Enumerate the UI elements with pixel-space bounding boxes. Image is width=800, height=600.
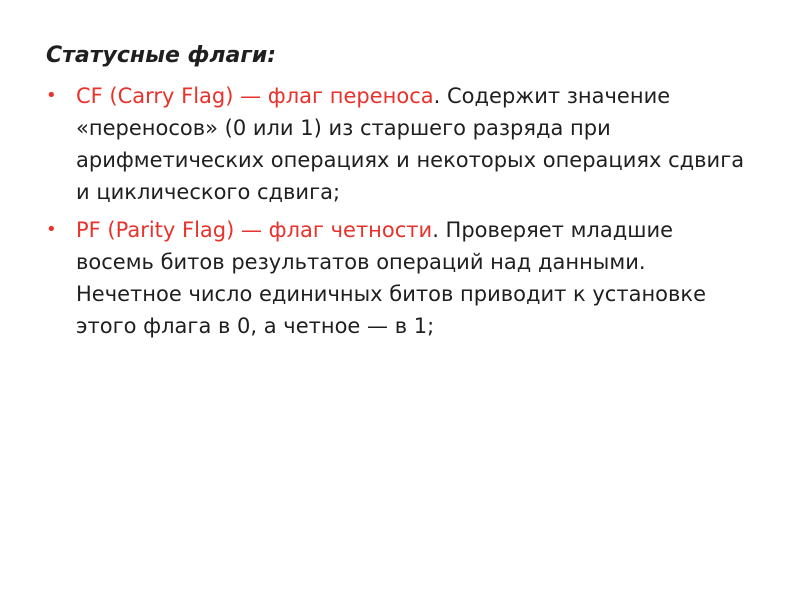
description-carry-flag: . Содержит значение «переносов» (0 или 1) из старшего разряда при арифметических операциях и некоторых операциях сдвига и циклического сдвига; [76,84,745,204]
bullet-item-parity-flag [46,214,746,342]
slide-heading: Статусные флаги: [46,43,277,68]
term-carry-flag: CF (Carry Flag) — флаг переноса [76,84,434,108]
term-parity-flag: PF (Parity Flag) — флаг четности [76,218,433,242]
bullet-icon: • [46,219,57,240]
bullet-list [46,80,746,348]
bullet-icon: • [46,85,57,106]
description-parity-flag: . Проверяет младшие восемь битов результатов операций над данными. Нечетное число единичных битов приводит к установке этого флага в 0, а четное — в 1; [76,218,707,338]
bullet-item-carry-flag [46,80,746,208]
